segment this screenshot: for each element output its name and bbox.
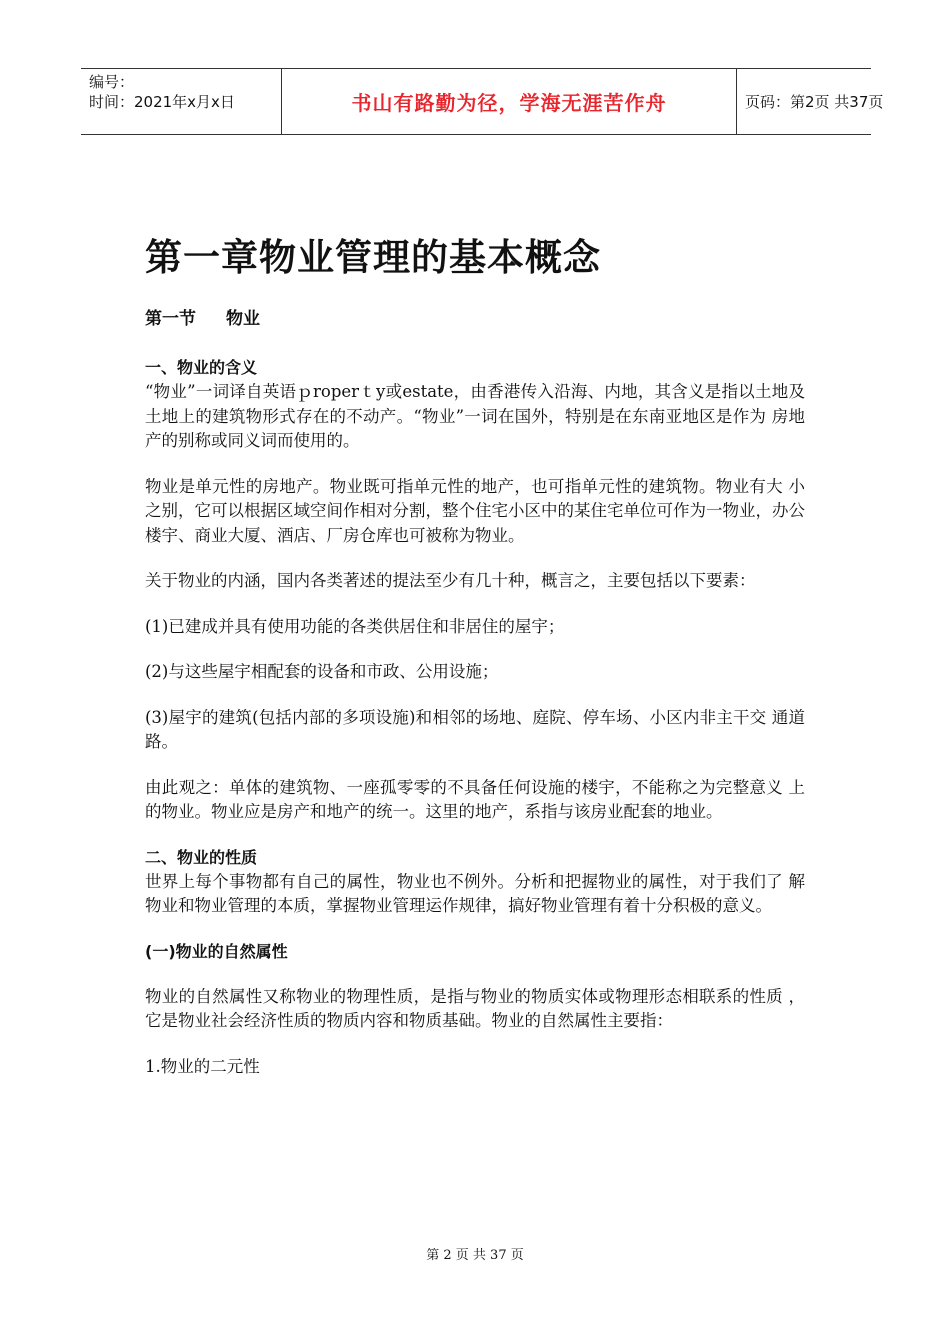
section-name: 物业 <box>226 309 260 329</box>
section-label: 第一节 <box>145 309 196 329</box>
motto-text: 书山有路勤为径，学海无涯苦作舟 <box>351 91 667 115</box>
header-meta-cell <box>81 69 282 134</box>
heading-nature: 二、物业的性质 <box>145 847 258 867</box>
paragraph-3: 关于物业的内涵，国内各类著述的提法至少有几十种，概言之，主要包括以下要素： <box>145 571 756 590</box>
page-code: 页码：第2页 共37页 <box>745 93 884 111</box>
paragraph-5: (2)与这些屋宇相配套的设备和市政、公用设施； <box>145 662 499 681</box>
document-body <box>145 232 805 1100</box>
paragraph-7: 由此观之：单体的建筑物、一座孤零零的不具备任何设施的楼宇，不能称之为完整意义 上的物业。物业应是房产和地产的统一。这里的地产，系指与该房业配套的地业。 <box>145 777 805 821</box>
paragraph-1: “物业”一词译自英语ｐroperｔy或estate，由香港传入沿海、内地，其含义是指以土地及土地上的建筑物形式存在的不动产。“物业”一词在国外，特别是在东南亚地区是作为 房地产的别称或同义词而使用的。 <box>145 382 805 450</box>
section-heading <box>145 306 805 332</box>
number-label: 编号： <box>89 73 135 91</box>
paragraph-6: (3)屋宇的建筑(包括内部的多项设施)和相邻的场地、庭院、停车场、小区内非主干交 通道路。 <box>145 707 805 751</box>
time-label: 时间：2021年x月x日 <box>89 93 235 111</box>
chapter-title: 第一章物业管理的基本概念 <box>145 236 601 279</box>
header-page-cell <box>737 69 884 134</box>
header-table <box>81 68 884 135</box>
paragraph-8: 世界上每个事物都有自己的属性，物业也不例外。分析和把握物业的属性，对于我们了 解物业和物业管理的本质，掌握物业管理运作规律，搞好物业管理有着十分积极的意义。 <box>145 871 805 915</box>
paragraph-2: 物业是单元性的房地产。物业既可指单元性的地产，也可指单元性的建筑物。物业有大 小之别，它可以根据区域空间作相对分割，整个住宅小区中的某住宅单位可作为一物业，办公楼宇、商业大厦、酒店、厂房仓库也可被称为物业。 <box>145 476 805 545</box>
paragraph-9: 物业的自然属性又称物业的物理性质，是指与物业的物质实体或物理形态相联系的性质 ，它是物业社会经济性质的物质内容和物质基础。物业的自然属性主要指： <box>145 986 805 1030</box>
heading-meaning: 一、物业的含义 <box>145 358 258 377</box>
paragraph-10: 1.物业的二元性 <box>145 1056 260 1076</box>
page-footer: 第 2 页 共 37 页 <box>426 1248 524 1263</box>
heading-natural-attribute: (一)物业的自然属性 <box>145 941 288 961</box>
paragraph-4: (1)已建成并具有使用功能的各类供居住和非居住的屋宇； <box>145 616 565 636</box>
header-motto-cell <box>282 69 737 134</box>
